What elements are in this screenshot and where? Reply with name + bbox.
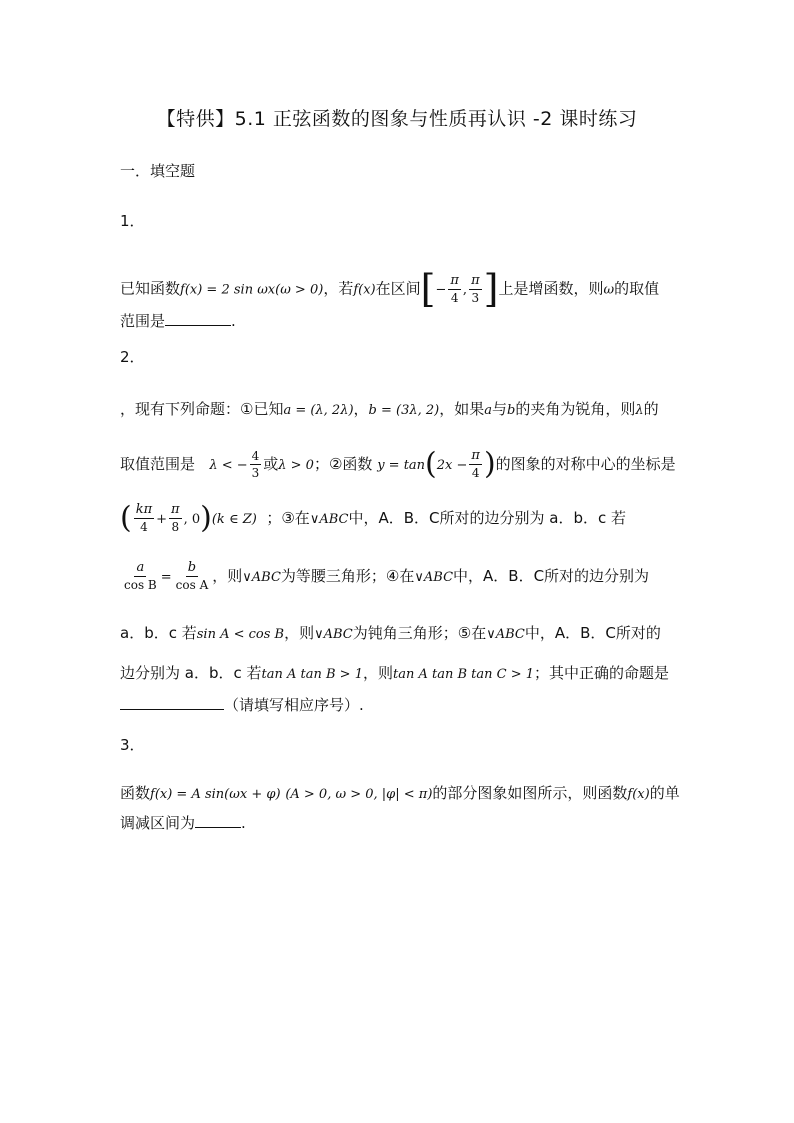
question-1-line-1: 已知函数f(x) = 2 sin ωx(ω > 0)，若f(x)在区间[− $\frac{\pi}{4}$ , $\frac{\pi}{3}$ ]上是增函数，则ω的取值: [120, 267, 660, 311]
question-3-line-2: 调减区间为 .: [120, 814, 246, 832]
question-2-line-6: 边分别为 a．b．c 若tan A tan B > 1，则tan A tan B tan C > 1；其中正确的命题是: [120, 664, 670, 682]
question-3-line-1: 函数f(x) = A sin(ωx + φ) (A > 0, ω > 0, |φ| < π)的部分图象如图所示，则函数f(x)的单: [120, 784, 680, 802]
fraction: $\frac{4}{3}$: [251, 449, 260, 480]
answer-blank[interactable]: [195, 813, 241, 828]
fraction: $\frac{a}{\text{cos B}}$: [124, 560, 157, 592]
question-3-number: 3．: [120, 736, 145, 754]
fraction: $\frac{\pi}{3}$: [471, 272, 480, 305]
formula: f(x) = A sin(ωx + φ): [150, 787, 281, 802]
formula: f(x) = 2 sin ωx(ω > 0): [180, 282, 324, 298]
answer-blank[interactable]: [120, 695, 224, 710]
formula: b = (3λ, 2): [368, 403, 440, 418]
fraction: $\frac{k\pi}{4}$: [135, 502, 153, 534]
question-2-line-1: ，现有下列命题：①已知a = (λ, 2λ)，b = (3λ, 2)，如果a与b的夹角为锐角，则λ的: [120, 400, 659, 418]
question-2-number: 2．: [120, 348, 145, 366]
fraction: $\frac{\pi}{8}$: [171, 502, 180, 534]
page-title: 【特供】5.1 正弦函数的图象与性质再认识 -2 课时练习: [156, 108, 638, 130]
fraction: $\frac{\pi}{4}$: [450, 272, 459, 305]
question-1-line-2: 范围是 .: [120, 312, 236, 330]
question-2-line-3: ( $\frac{k\pi}{4}$ + $\frac{\pi}{8}$ , 0)(k ∈ Z) ；③在∨ABC中，A．B．C所对的边分别为 a．b．c 若: [120, 500, 626, 536]
fraction: $\frac{b}{\text{cos A}}$: [175, 560, 209, 592]
formula: (A > 0, ω > 0, |φ| < π): [285, 787, 433, 802]
question-2-line-7: （请填写相应序号）.: [120, 694, 364, 715]
fraction: $\frac{\pi}{4}$: [471, 448, 480, 480]
formula: a = (λ, 2λ): [283, 403, 354, 418]
question-1-number: 1．: [120, 212, 145, 230]
formula: f(x): [353, 282, 376, 298]
section-heading: 一．填空题: [120, 162, 196, 180]
question-2-line-5: a．b．c 若sin A < cos B，则∨ABC为钝角三角形；⑤在∨ABC中，A．B．C所对的: [120, 624, 661, 642]
answer-blank[interactable]: [165, 311, 231, 326]
question-2-line-4: $\frac{a}{\text{cos B}}$ = $\frac{b}{\text{cos A}}$ ，则∨ABC为等腰三角形；④在∨ABC中，A．B．C所对的边分别为: [124, 560, 650, 592]
question-2-line-2: 取值范围是 λ < − $\frac{4}{3}$ 或λ > 0；②函数 y = tan(2x − $\frac{\pi}{4}$ )的图象的对称中心的坐标是: [120, 446, 676, 482]
